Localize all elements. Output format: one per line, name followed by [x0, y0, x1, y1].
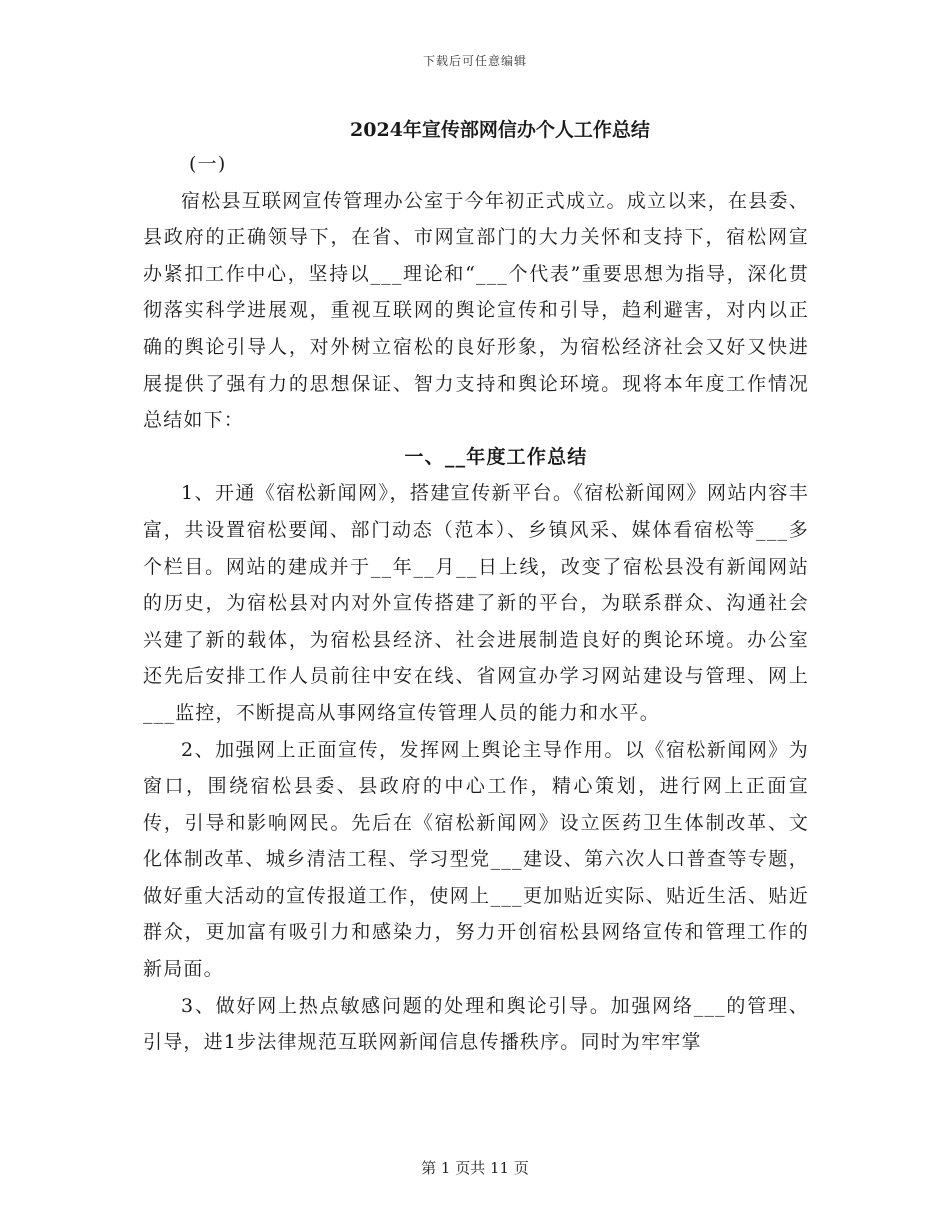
- intro-paragraph: 宿松县互联网宣传管理办公室于今年初正式成立。成立以来，在县委、县政府的正确领导下，在省、市网宣部门的大力关怀和支持下，宿松网宣办紧扣工作中心，坚持以___理论和“___个代表”重要思想为指导，深化贯彻落实科学进展观，重视互联网的舆论宣传和引导，趋利避害，对内以正确的舆论引导人，对外树立宿松的良好形象，为宿松经济社会又好又快进展提供了强有力的思想保证、智力支持和舆论环境。现将本年度工作情况总结如下：: [143, 189, 809, 432]
- sub-section-marker: (一): [189, 153, 227, 175]
- page-number-footer: 第 1 页共 11 页: [421, 1159, 529, 1177]
- body-paragraph-3: 3、做好网上热点敏感问题的处理和舆论引导。加强网络___的管理、引导，进1步法律规范互联网新闻信息传播秩序。同时为牢牢掌: [143, 994, 809, 1054]
- section-heading: 一、__年度工作总结: [404, 445, 588, 468]
- page-header-note: 下载后可任意编辑: [422, 54, 527, 68]
- body-paragraph-1: 1、开通《宿松新闻网》，搭建宣传新平台。《宿松新闻网》网站内容丰富，共设置宿松要闻、部门动态（范本）、乡镇风采、媒体看宿松等___多个栏目。网站的建成并于__年__月__日上线，改变了宿松县没有新闻网站的历史，为宿松县对内对外宣传搭建了新的平台，为联系群众、沟通社会兴建了新的载体，为宿松县经济、社会进展制造良好的舆论环境。办公室还先后安排工作人员前往中安在线、省网宣办学习网站建设与管理、网上___监控，不断提高从事网络宣传管理人员的能力和水平。: [143, 482, 809, 724]
- document-body: [143, 146, 809, 1061]
- document-title: 2024年宣传部网信办个人工作总结: [350, 119, 650, 141]
- body-paragraph-2: 2、加强网上正面宣传，发挥网上舆论主导作用。以《宿松新闻网》为窗口，围绕宿松县委、县政府的中心工作，精心策划，进行网上正面宣传，引导和影响网民。先后在《宿松新闻网》设立医药卫生体制改革、文化体制改革、城乡清洁工程、学习型党___建设、第六次人口普查等专题，做好重大活动的宣传报道工作，使网上___更加贴近实际、贴近生活、贴近群众，更加富有吸引力和感染力，努力开创宿松县网络宣传和管理工作的新局面。: [143, 738, 809, 981]
